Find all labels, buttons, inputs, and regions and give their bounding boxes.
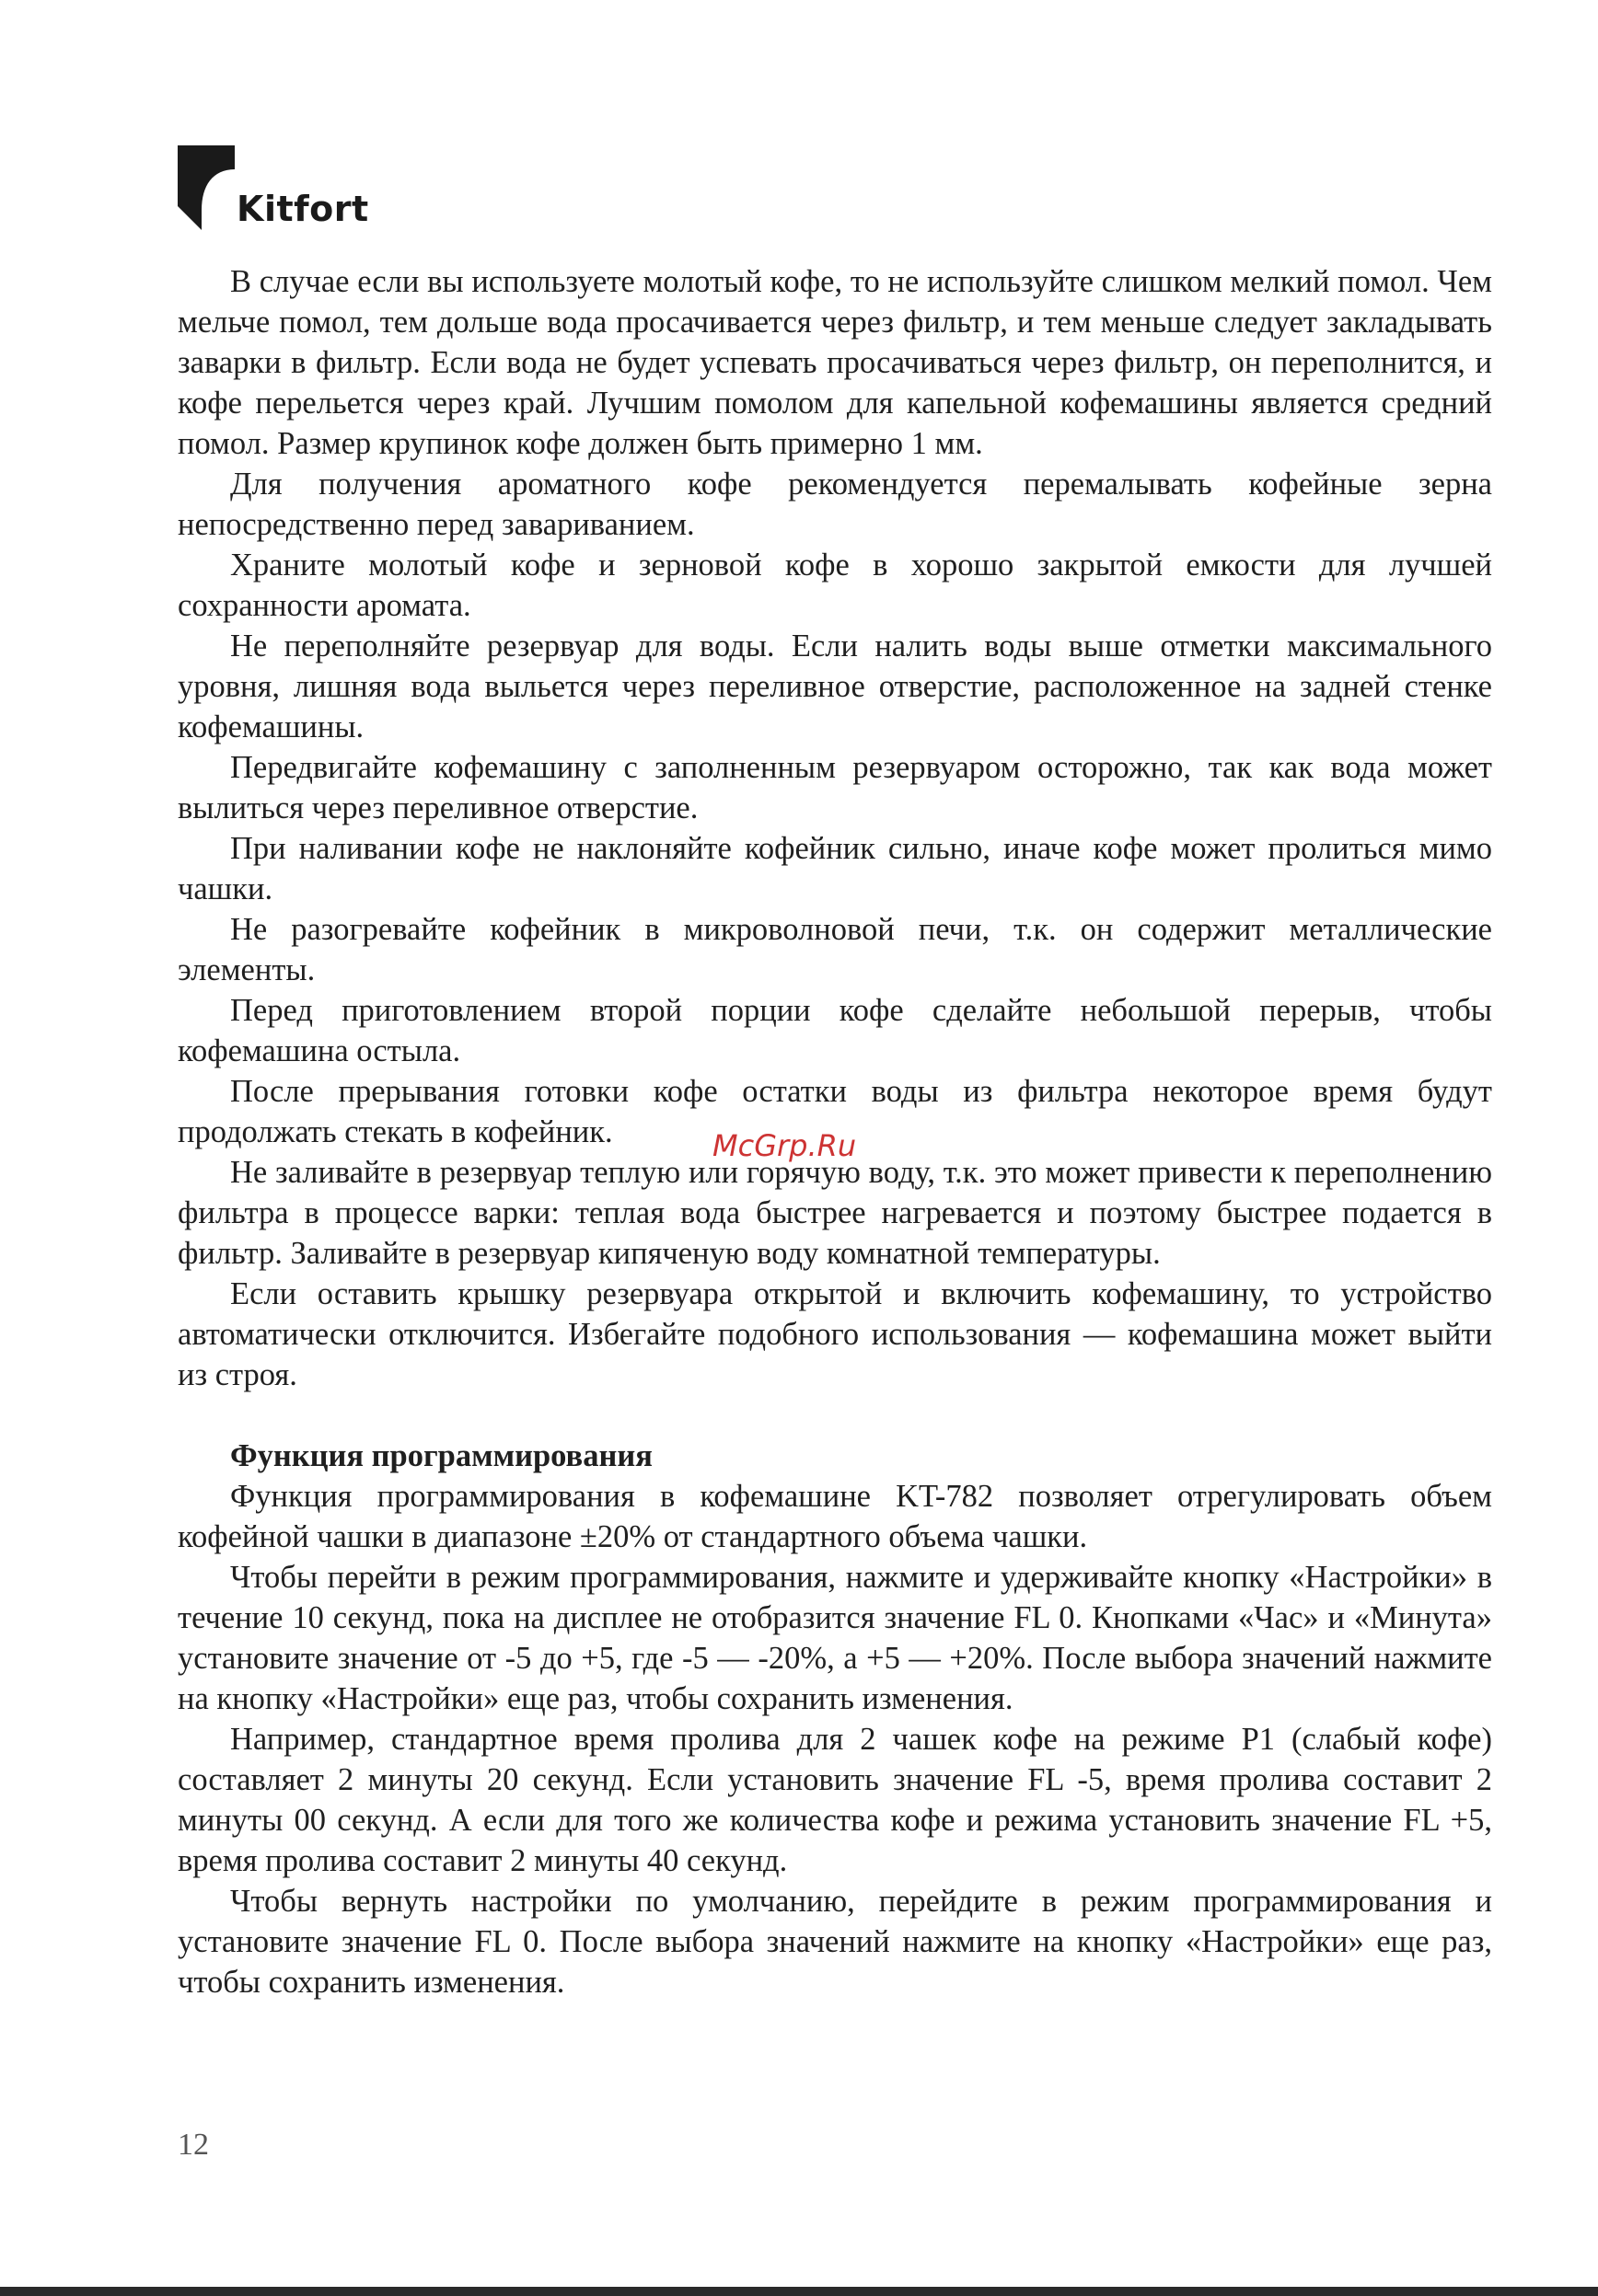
paragraph: Функция программирования в кофемашине KT-782 позволяет отрегулировать объем кофейной чашки в диапазоне ±20% от стандартного объема чашки. — [178, 1479, 1492, 1554]
bottom-edge-bar — [0, 2287, 1598, 2296]
paragraph: В случае если вы используете молотый кофе, то не используйте слишком мелкий помол. Чем мельче помол, тем дольше вода просачивается через фильтр, и тем меньше следует закладывать заварки в фильтр. Если вода не будет успевать просачиваться через фильтр, он переполнится, и кофе перельется через край. Лучшим помолом для капельной кофемашины является средний помол. Размер крупинок кофе должен быть примерно 1 мм. — [178, 264, 1492, 461]
paragraph: Не переполняйте резервуар для воды. Если налить воды выше отметки максимального уровня, лишняя вода выльется через переливное отверстие, расположенное на задней стенке кофемашины. — [178, 629, 1492, 744]
paragraph: Не заливайте в резервуар теплую или горячую воду, т.к. это может привести к переполнению фильтра в процессе варки: теплая вода быстрее нагревается и поэтому быстрее подается в фильтр. Заливайте в резервуар кипяченую воду комнатной температуры. — [178, 1155, 1492, 1271]
watermark: McGrp.Ru — [712, 1128, 857, 1163]
paragraph: Для получения ароматного кофе рекомендуется перемалывать кофейные зерна непосредственно перед завариванием. — [178, 467, 1492, 542]
page-number: 12 — [178, 2128, 209, 2162]
paragraph: Перед приготовлением второй порции кофе сделайте небольшой перерыв, чтобы кофемашина остыла. — [178, 993, 1492, 1068]
paragraph: Например, стандартное время пролива для 2 чашек кофе на режиме P1 (слабый кофе) составляет 2 минуты 20 секунд. Если установить значение FL -5, время пролива составит 2 минуты 00 секунд. А если для того же количества кофе и режима установить значение FL +5, время пролива составит 2 минуты 40 секунд. — [178, 1722, 1492, 1878]
paragraph: Храните молотый кофе и зерновой кофе в хорошо закрытой емкости для лучшей сохранности аромата. — [178, 548, 1492, 623]
kitfort-corner-mark-icon — [178, 145, 235, 230]
paragraph: Чтобы вернуть настройки по умолчанию, перейдите в режим программирования и установите значение FL 0. После выбора значений нажмите на кнопку «Настройки» еще раз, чтобы сохранить изменения. — [178, 1884, 1492, 2000]
brand-logo — [178, 145, 369, 230]
paragraph: Чтобы перейти в режим программирования, нажмите и удерживайте кнопку «Настройки» в течение 10 секунд, пока на дисплее не отобразится значение FL 0. Кнопками «Час» и «Минута» установите значение от -5 до +5, где -5 — -20%, а +5 — +20%. После выбора значений нажмите на кнопку «Настройки» еще раз, чтобы сохранить изменения. — [178, 1560, 1492, 1716]
brand-name: Kitfort — [237, 189, 369, 229]
paragraph: Если оставить крышку резервуара открытой и включить кофемашину, то устройство автоматически отключится. Избегайте подобного использования — кофемашина может выйти из строя. — [178, 1276, 1492, 1392]
paragraph: После прерывания готовки кофе остатки воды из фильтра некоторое время будут продолжать стекать в кофейник. — [178, 1074, 1492, 1149]
paragraph: При наливании кофе не наклоняйте кофейник сильно, иначе кофе может пролиться мимо чашки. — [178, 831, 1492, 906]
paragraph: Не разогревайте кофейник в микроволновой печи, т.к. он содержит металлические элементы. — [178, 912, 1492, 987]
paragraph: Передвигайте кофемашину с заполненным резервуаром осторожно, так как вода может вылиться через переливное отверстие. — [178, 750, 1492, 825]
section-heading: Функция программирования — [230, 1438, 653, 1473]
